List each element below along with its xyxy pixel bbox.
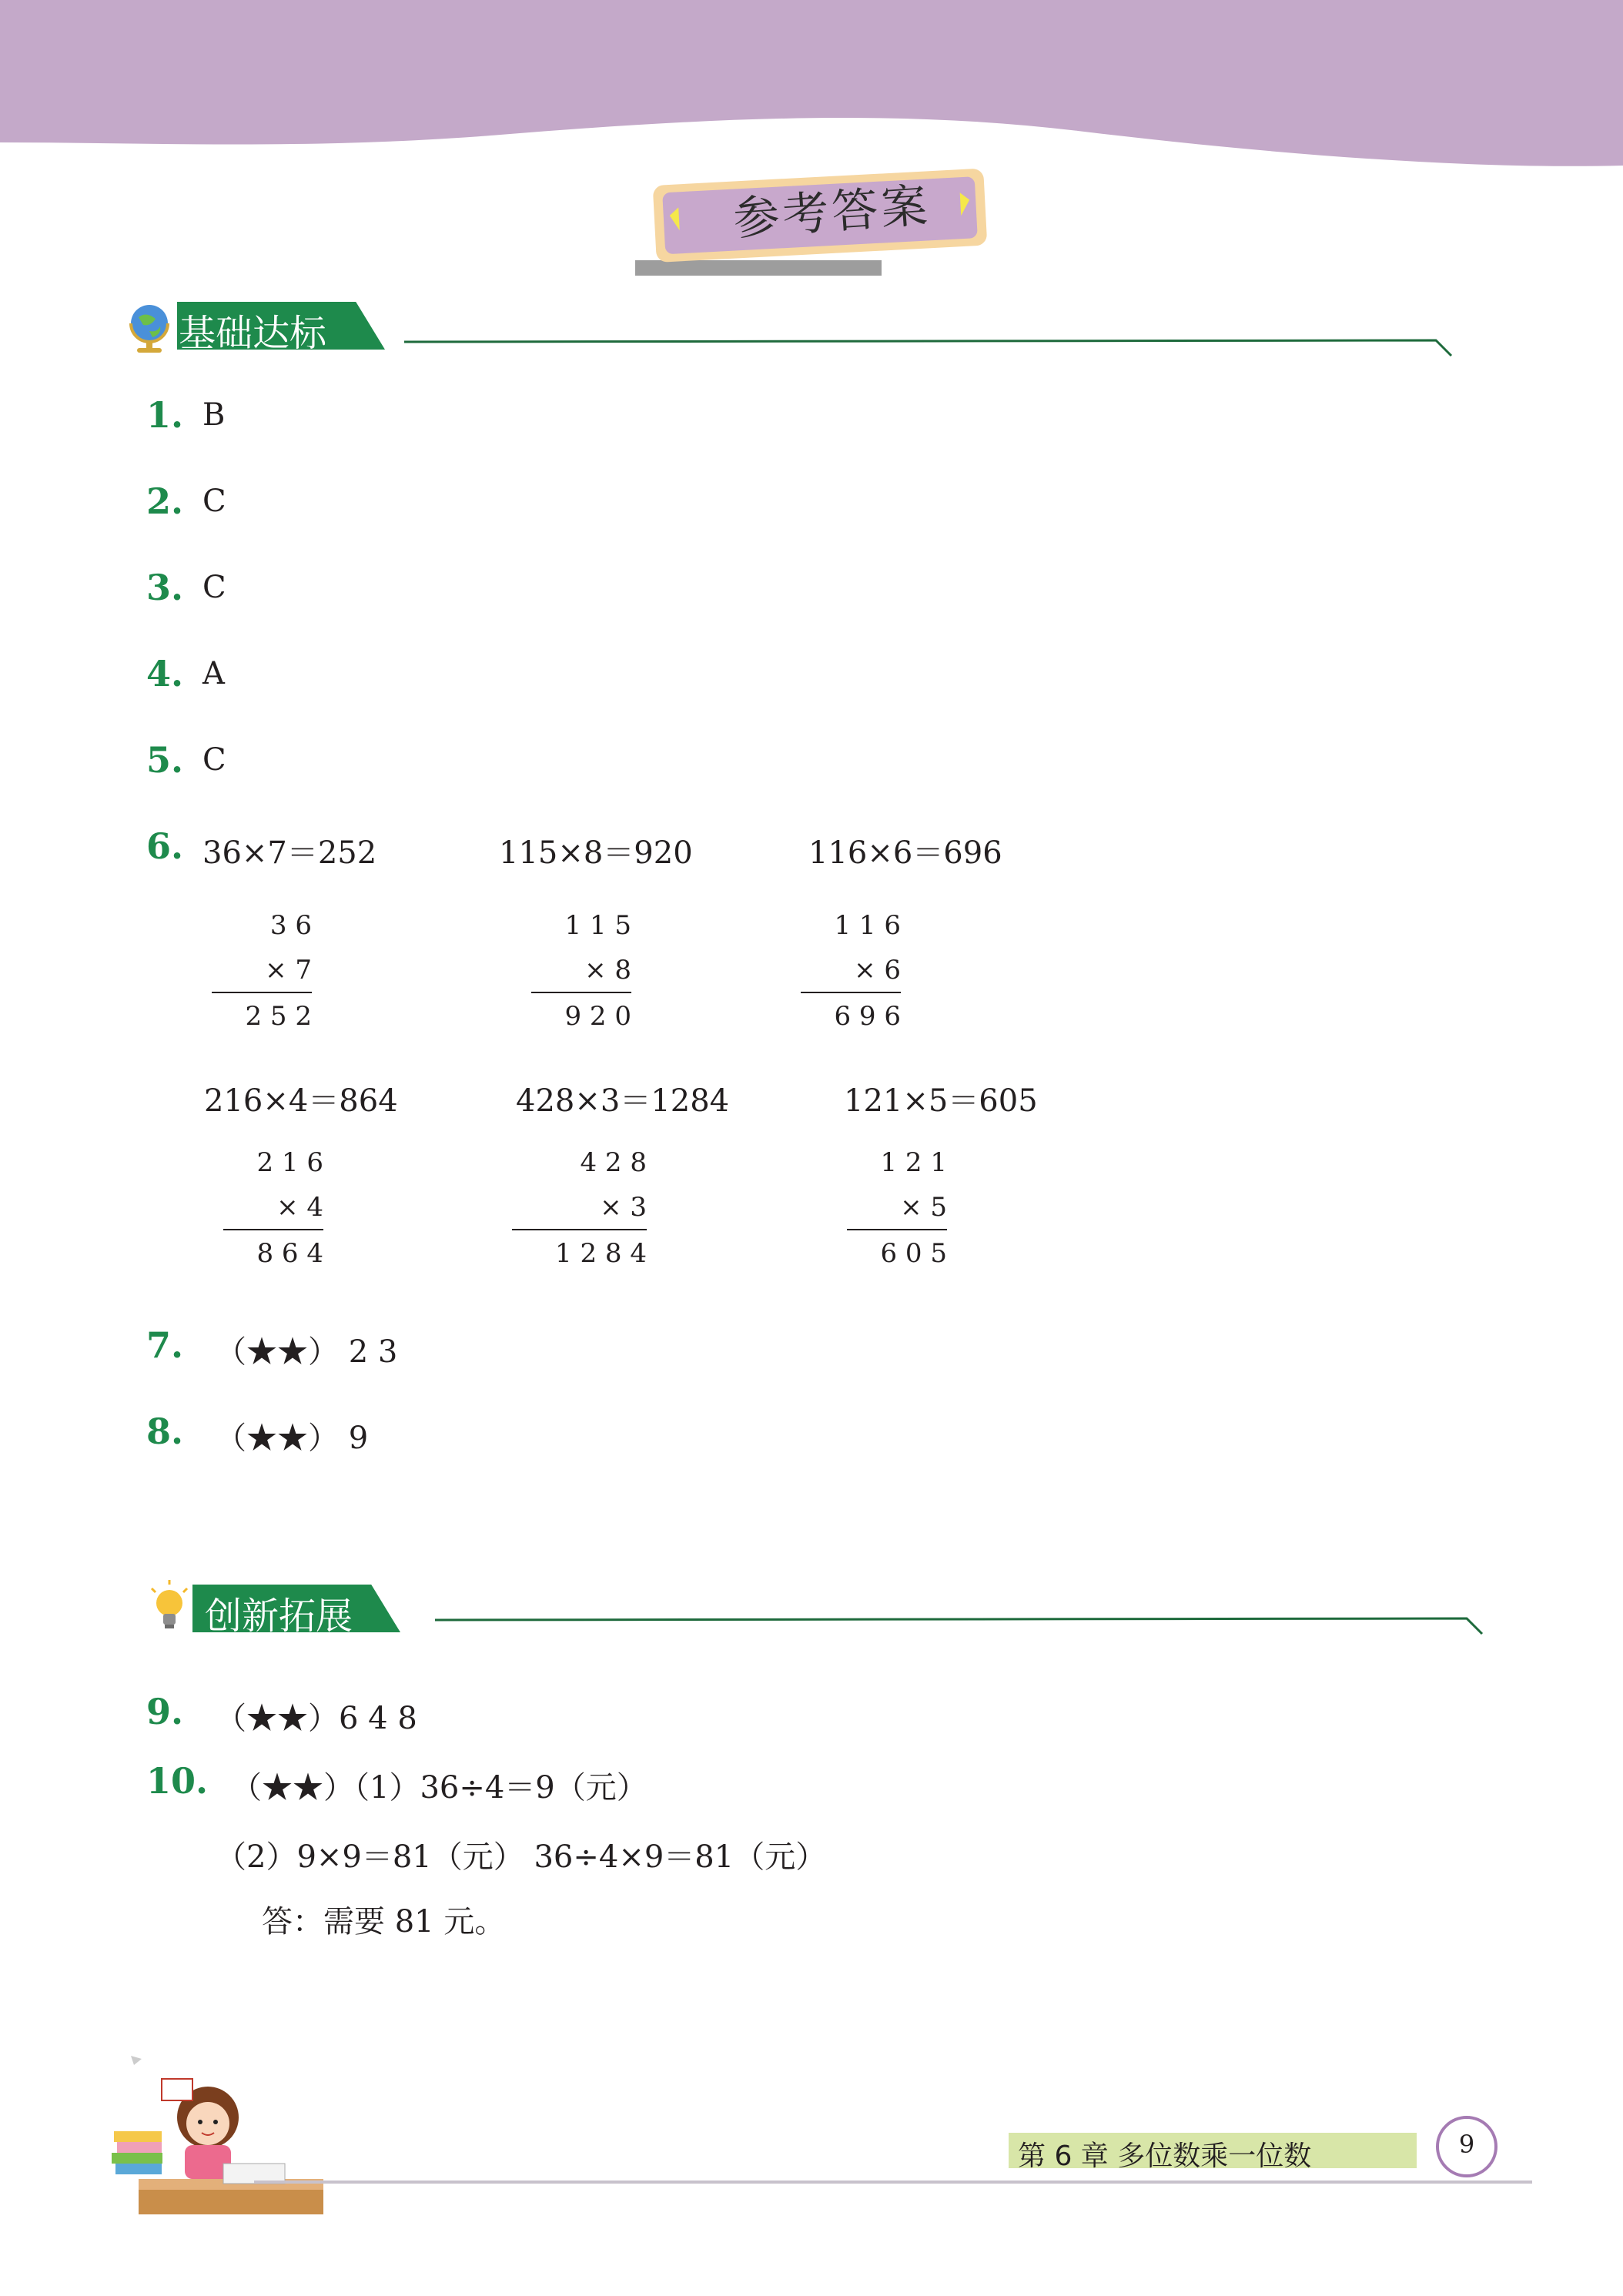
calc-result: 8 6 4 [256,1238,323,1269]
calc-line [531,992,631,993]
calc-result: 6 9 6 [834,1001,901,1032]
calc-multiplier: × 8 [584,955,631,986]
question-number: 2. [146,480,184,522]
calc-result: 2 5 2 [245,1001,312,1032]
calc-line [801,992,901,993]
question-number: 3. [146,567,184,608]
answer-part-2: （2）9×9＝81（元） 36÷4×9＝81（元） [216,1839,827,1875]
section-rule [404,333,1459,363]
student-reading-illustration [108,2048,339,2233]
question-number: 1. [146,394,184,436]
section-rule [435,1611,1490,1642]
lightbulb-icon [149,1580,211,1642]
calc-multiplier: × 3 [600,1192,647,1223]
vertical-calculation [196,910,312,1033]
calc-line [847,1229,947,1230]
calc-top: 4 2 8 [580,1147,647,1178]
final-answer: 答：需要 81 元。 [262,1904,506,1940]
calc-top: 3 6 [269,910,312,941]
question-number: 10. [146,1760,209,1802]
calc-line [212,992,312,993]
answer-text: （★★）6 4 8 [216,1701,417,1736]
calc-top: 1 1 6 [834,910,901,941]
answer-text: （★★） 2 3 [216,1334,398,1370]
answer-text: （★★）（1）36÷4＝9（元） [231,1770,648,1806]
page-number: 9 [1458,2130,1475,2159]
equation: 216×4＝864 [204,1083,398,1119]
answer-text: C [202,570,226,605]
calc-result: 1 2 8 4 [555,1238,647,1269]
equation: 36×7＝252 [202,835,377,871]
question-number: 6. [146,825,184,867]
calc-top: 1 2 1 [880,1147,947,1178]
page-title: 参考答案 [731,179,932,246]
calc-result: 6 0 5 [880,1238,947,1269]
calc-line [223,1229,323,1230]
equation: 115×8＝920 [499,835,693,871]
top-wave-band [0,0,1623,177]
globe-icon [123,297,185,359]
footer-rule [254,2181,1532,2184]
calc-top: 1 1 5 [564,910,631,941]
calc-multiplier: × 5 [900,1192,947,1223]
answer-text: C [202,484,226,519]
equation: 116×6＝696 [808,835,1002,871]
section-label: 基础达标 [179,312,327,355]
section-header-extend [154,1585,1494,1638]
question-number: 4. [146,653,184,694]
vertical-calculation [508,1147,647,1270]
equation: 428×3＝1284 [516,1083,730,1119]
calc-multiplier: × 7 [265,955,312,986]
calc-top: 2 1 6 [256,1147,323,1178]
calc-multiplier: × 6 [854,955,901,986]
vertical-calculation [516,910,631,1033]
answer-text: B [202,397,226,433]
answer-text: （★★） 9 [216,1421,369,1456]
calc-multiplier: × 4 [276,1192,323,1223]
section-header-basic [123,302,1463,356]
calc-line [512,1229,647,1230]
section-label: 创新拓展 [205,1595,353,1638]
question-number: 8. [146,1411,184,1452]
answer-text: C [202,742,226,778]
equation: 121×5＝605 [844,1083,1038,1119]
question-number: 5. [146,739,184,781]
question-number: 9. [146,1691,184,1732]
vertical-calculation [832,1147,947,1270]
answer-text: A [202,656,225,691]
calc-result: 9 2 0 [564,1001,631,1032]
chapter-title: 第 6 章 多位数乘一位数 [1018,2140,1312,2172]
question-number: 7. [146,1324,184,1366]
vertical-calculation [785,910,901,1033]
vertical-calculation [208,1147,323,1270]
